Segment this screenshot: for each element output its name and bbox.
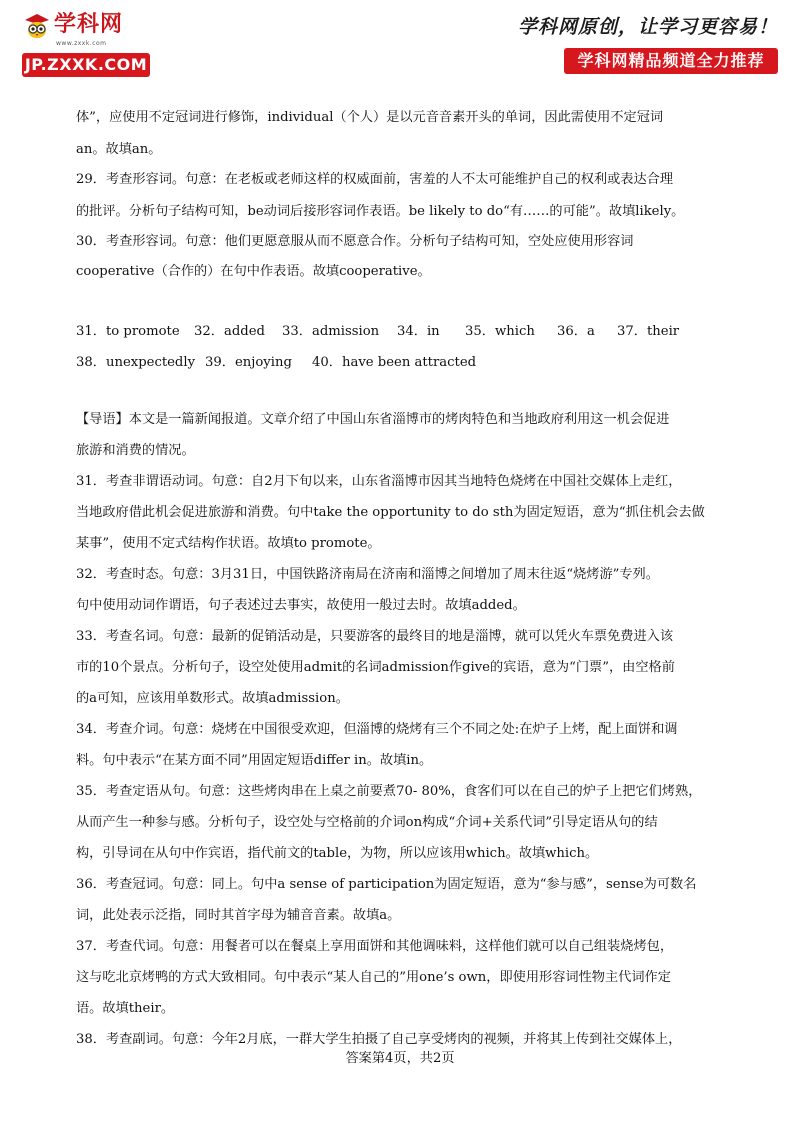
text-line: 某事”，使用不定式结构作状语。故填to promote。	[76, 536, 381, 551]
text-line: 构，引导词在从句中作宾语，指代前文的table，为物，所以应该用which。故填which。	[76, 846, 599, 861]
text-line: 语。故填their。	[76, 1001, 175, 1016]
answer-row	[76, 322, 736, 342]
answer-item: 38．unexpectedly	[76, 355, 196, 370]
text-line: 38．考查副词。句意：今年2月底，一群大学生拍摄了自己享受烤肉的视频，并将其上传到社交媒体上，	[76, 1032, 682, 1047]
text-line: 从而产生一种参与感。分析句子，设空处与空格前的介词on构成“介词+关系代词”引导定语从句的结	[76, 815, 658, 830]
text-line: 这与吃北京烤鸭的方式大致相同。句中表示“某人自己的”用one’s own，即使用形容词性物主代词作定	[76, 970, 671, 985]
answer-item: 34．in	[397, 324, 440, 339]
text-line: 的批评。分析句子结构可知，be动词后接形容词作表语。be likely to do“有……的可能”。故填likely。	[76, 204, 685, 219]
text-line: 32．考查时态。句意：3月31日，中国铁路济南局在济南和淄博之间增加了周末往返“烧烤游”专列。	[76, 567, 659, 582]
text-line: 34．考查介词。句意：烧烤在中国很受欢迎，但淄博的烧烤有三个不同之处:在炉子上烤，配上面饼和调	[76, 722, 678, 737]
answer-item: 37．their	[617, 324, 680, 339]
text-line: 句中使用动词作谓语，句子表述过去事实，故使用一般过去时。故填added。	[76, 598, 526, 613]
text-line: 33．考查名词。句意：最新的促销活动是，只要游客的最终目的地是淄博，就可以凭火车票免费进入该	[76, 629, 674, 644]
zxxk-logo[interactable]	[22, 10, 152, 80]
text-line: 36．考查冠词。句意：同上。句中a sense of participation为固定短语，意为“参与感”，sense为可数名	[76, 877, 697, 892]
text-line: 【导语】本文是一篇新闻报道。文章介绍了中国山东省淄博市的烤肉特色和当地政府利用这一机会促进	[76, 412, 670, 427]
text-line: 词，此处表示泛指，同时其首字母为辅音音素。故填a。	[76, 908, 401, 923]
text-line: 的a可知，应该用单数形式。故填admission。	[76, 691, 349, 706]
text-line: 料。句中表示“在某方面不同”用固定短语differ in。故填in。	[76, 753, 433, 768]
page-header	[0, 0, 800, 90]
slogan: 学科网原创，让学习更容易！	[517, 16, 778, 38]
text-line: an。故填an。	[76, 142, 162, 157]
site-badge[interactable]: JP.ZXXK.COM	[22, 53, 150, 77]
answer-item: 32．added	[194, 324, 265, 339]
brand-url: www.zxxk.com	[56, 40, 107, 47]
answer-item: 40．have been attracted	[312, 355, 477, 370]
answer-item: 36．a	[557, 324, 595, 339]
text-line: cooperative（合作的）在句中作表语。故填cooperative。	[76, 264, 431, 279]
text-line: 31．考查非谓语动词。句意：自2月下旬以来，山东省淄博市因其当地特色烧烤在中国社交媒体上走红，	[76, 474, 682, 489]
text-line: 当地政府借此机会促进旅游和消费。句中take the opportunity to do sth为固定短语，意为“抓住机会去做	[76, 505, 705, 520]
text-line: 37．考查代词。句意：用餐者可以在餐桌上享用面饼和其他调味料，这样他们就可以自己组装烧烤包，	[76, 939, 674, 954]
text-line: 旅游和消费的情况。	[76, 443, 195, 458]
text-line: 市的10个景点。分析句子，设空处使用admit的名词admission作give的宾语，意为“门票”，由空格前	[76, 660, 675, 675]
text-line: 30．考查形容词。句意：他们更愿意服从而不愿意合作。分析句子结构可知，空处应使用形容词	[76, 234, 634, 249]
text-line: 体”，应使用不定冠词进行修饰，individual（个人）是以元音音素开头的单词，因此需使用不定冠词	[76, 110, 664, 125]
answer-item: 35．which	[465, 324, 535, 339]
answer-item: 39．enjoying	[205, 355, 292, 370]
text-line: 35．考查定语从句。句意：这些烤肉串在上桌之前要煮70- 80%，食客们可以在自己的炉子上把它们烤熟，	[76, 784, 702, 799]
page-footer: 答案第4页，共2页	[345, 1051, 455, 1066]
owl-icon	[22, 12, 52, 42]
answer-row	[76, 353, 736, 373]
text-line: 29．考查形容词。句意：在老板或老师这样的权威面前，害羞的人不太可能维护自己的权利或表达合理	[76, 172, 674, 187]
recommend-badge[interactable]: 学科网精品频道全力推荐	[564, 48, 778, 74]
answer-item: 33．admission	[282, 324, 380, 339]
answer-item: 31．to promote	[76, 324, 180, 339]
brand-name: 学科网	[54, 12, 124, 37]
